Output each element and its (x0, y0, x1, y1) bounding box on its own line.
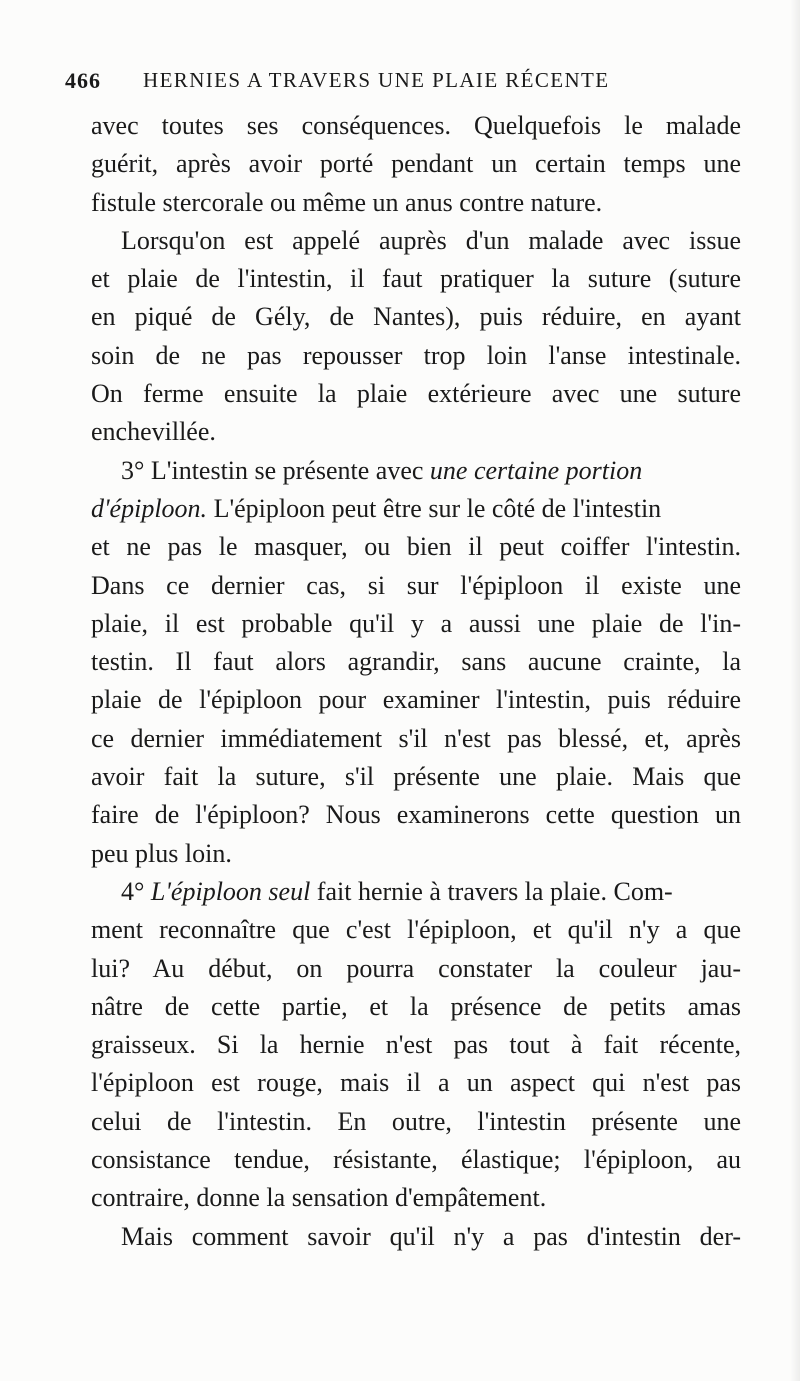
paragraph-start-line (91, 873, 741, 911)
text-line: graisseux. Si la hernie n'est pas tout à fait récente, (91, 1030, 741, 1060)
text-line: plaie de l'épiploon pour examiner l'intestin, puis réduire (91, 685, 741, 715)
text-line: nâtre de cette partie, et la présence de petits amas (91, 991, 741, 1021)
text-line: testin. Il faut alors agrandir, sans aucune crainte, la (91, 647, 741, 677)
text-fragment: 4° (121, 876, 151, 906)
text-line: ce dernier immédiatement s'il n'est pas blessé, et, après (91, 723, 741, 753)
text-line: avoir fait la suture, s'il présente une plaie. Mais que (91, 762, 741, 792)
text-line: consistance tendue, résistante, élastique; l'épiploon, au (91, 1145, 741, 1175)
text-line: peu plus loin. (91, 838, 232, 868)
text-line: avec toutes ses conséquences. Quelquefois le malade (91, 111, 741, 140)
paragraph-start-line (91, 452, 741, 490)
text-line: plaie, il est probable qu'il y a aussi une plaie de l'in- (91, 608, 741, 638)
text-line: ment reconnaître que c'est l'épiploon, et qu'il n'y a que (91, 915, 741, 945)
italic-fragment: une certaine portion (429, 455, 643, 485)
page-edge-shadow (790, 0, 800, 1381)
italic-fragment: L'épiploon seul (150, 876, 311, 906)
page-header (65, 62, 705, 98)
text-line: Dans ce dernier cas, si sur l'épiploon il existe une (91, 570, 741, 600)
text-line: faire de l'épiploon? Nous examinerons cette question un (91, 800, 741, 830)
text-line: et plaie de l'intestin, il faut pratiquer la suture (suture (91, 264, 741, 294)
text-line: guérit, après avoir porté pendant un certain temps une (91, 149, 741, 179)
text-line: celui de l'intestin. En outre, l'intestin présente une (91, 1106, 741, 1136)
text-line (91, 490, 741, 528)
running-title: HERNIES A TRAVERS UNE PLAIE RÉCENTE (143, 68, 610, 92)
page-number: 466 (65, 68, 101, 93)
body-text (91, 107, 741, 1256)
text-line: l'épiploon est rouge, mais il a un aspect qui n'est pas (91, 1068, 741, 1098)
text-line: et ne pas le masquer, ou bien il peut coiffer l'intestin. (91, 532, 741, 562)
text-fragment: L'épiploon peut être sur le côté de l'intestin (207, 493, 662, 523)
paragraph-start-line: Mais comment savoir qu'il n'y a pas d'intestin der- (121, 1221, 741, 1251)
text-line: en piqué de Gély, de Nantes), puis réduire, en ayant (91, 302, 741, 332)
italic-fragment: d'épiploon. (91, 493, 208, 523)
paragraph-start-line: Lorsqu'on est appelé auprès d'un malade avec issue (121, 225, 741, 255)
text-line: fistule stercorale ou même un anus contre nature. (91, 187, 603, 217)
text-fragment: fait hernie à travers la plaie. Com- (310, 876, 673, 906)
text-fragment: 3° L'intestin se présente avec (121, 455, 430, 485)
text-line: contraire, donne la sensation d'empâtement. (91, 1183, 547, 1213)
text-line: soin de ne pas repousser trop loin l'anse intestinale. (91, 340, 741, 370)
text-line: lui? Au début, on pourra constater la couleur jau- (91, 953, 741, 983)
text-line: enchevillée. (91, 417, 216, 447)
text-line: On ferme ensuite la plaie extérieure avec une suture (91, 379, 741, 409)
